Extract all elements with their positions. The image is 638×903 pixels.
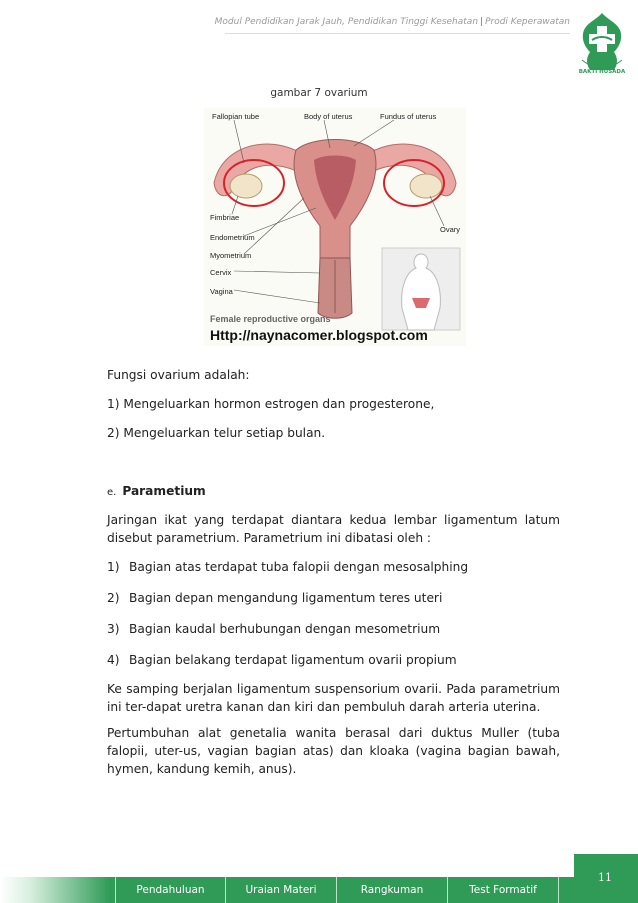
- label-vagina: Vagina: [210, 287, 233, 296]
- list-item: [107, 558, 560, 576]
- tab-pendahuluan[interactable]: Pendahuluan: [115, 877, 226, 903]
- list-item: [107, 651, 560, 669]
- paragraph-suspensorium: Ke samping berjalan ligamentum suspensorium ovarii. Pada parametrium ini ter-dapat uretra kanan dan kiri dan pembuluh darah arteria uterina.: [107, 682, 560, 714]
- section-letter: e.: [107, 487, 117, 498]
- function-intro: Fungsi ovarium adalah:: [107, 368, 250, 382]
- label-myometrium: Myometrium: [210, 251, 252, 260]
- list-text: Bagian kaudal berhubungan dengan mesometrium: [129, 622, 441, 636]
- paragraph-muller: Pertumbuhan alat genetalia wanita berasal dari duktus Muller (tuba falopii, uter-us, vagian bagian atas) dan kloaka (vagina bagian bawah, hymen, kandung kemih, anus).: [107, 726, 560, 776]
- label-endometrium: Endometrium: [210, 233, 255, 242]
- list-number: 2): [107, 591, 120, 605]
- list-number: 4): [107, 653, 120, 667]
- logo-text: BAKTI HUSADA: [578, 69, 626, 75]
- label-ovary: Ovary: [440, 225, 461, 234]
- list-text: Bagian belakang terdapat ligamentum ovarii propium: [129, 653, 457, 667]
- uterus-illustration: [204, 108, 466, 346]
- section-heading: [107, 482, 560, 502]
- running-header: [190, 17, 570, 27]
- list-text: Bagian atas terdapat tuba falopii dengan mesosalphing: [129, 560, 469, 574]
- figure-caption: gambar 7 ovarium: [270, 87, 368, 99]
- list-item: [107, 620, 560, 638]
- section-title: Parametium: [122, 484, 206, 498]
- module-title: Modul Pendidikan Jarak Jauh, Pendidikan Tinggi Kesehatan: [214, 17, 479, 27]
- page-number: 11: [574, 854, 638, 903]
- tab-rangkuman[interactable]: Rangkuman: [337, 877, 448, 903]
- label-fallopian-tube: Fallopian tube: [212, 112, 260, 121]
- watermark-title: Female reproductive organs: [210, 314, 331, 324]
- list-number: 3): [107, 622, 120, 636]
- label-body-of-uterus: Body of uterus: [304, 112, 353, 121]
- function-item-2: 2) Mengeluarkan telur setiap bulan.: [107, 426, 326, 440]
- list-number: 1): [107, 560, 120, 574]
- ovary-figure: [204, 108, 466, 346]
- tab-uraian-materi[interactable]: Uraian Materi: [226, 877, 337, 903]
- watermark-url: Http://naynacomer.blogspot.com: [210, 327, 428, 343]
- list-text: Bagian depan mengandung ligamentum teres uteri: [129, 591, 443, 605]
- tab-test-formatif[interactable]: Test Formatif: [448, 877, 559, 903]
- function-item-1: 1) Mengeluarkan hormon estrogen dan progesterone,: [107, 397, 435, 411]
- section-paragraph: Jaringan ikat yang terdapat diantara kedua lembar ligamentum latum disebut parametrium. Parametrium ini dibatasi oleh :: [107, 513, 560, 545]
- header-divider: [225, 33, 570, 34]
- label-cervix: Cervix: [210, 268, 232, 277]
- kemenkes-logo: [576, 10, 628, 76]
- label-fimbriae: Fimbriae: [210, 213, 240, 222]
- label-fundus-of-uterus: Fundus of uterus: [380, 112, 437, 121]
- list-item: [107, 589, 560, 607]
- program-name: Prodi Keperawatan: [485, 17, 570, 27]
- header-separator: |: [480, 17, 484, 27]
- footer-navigation: [0, 877, 574, 903]
